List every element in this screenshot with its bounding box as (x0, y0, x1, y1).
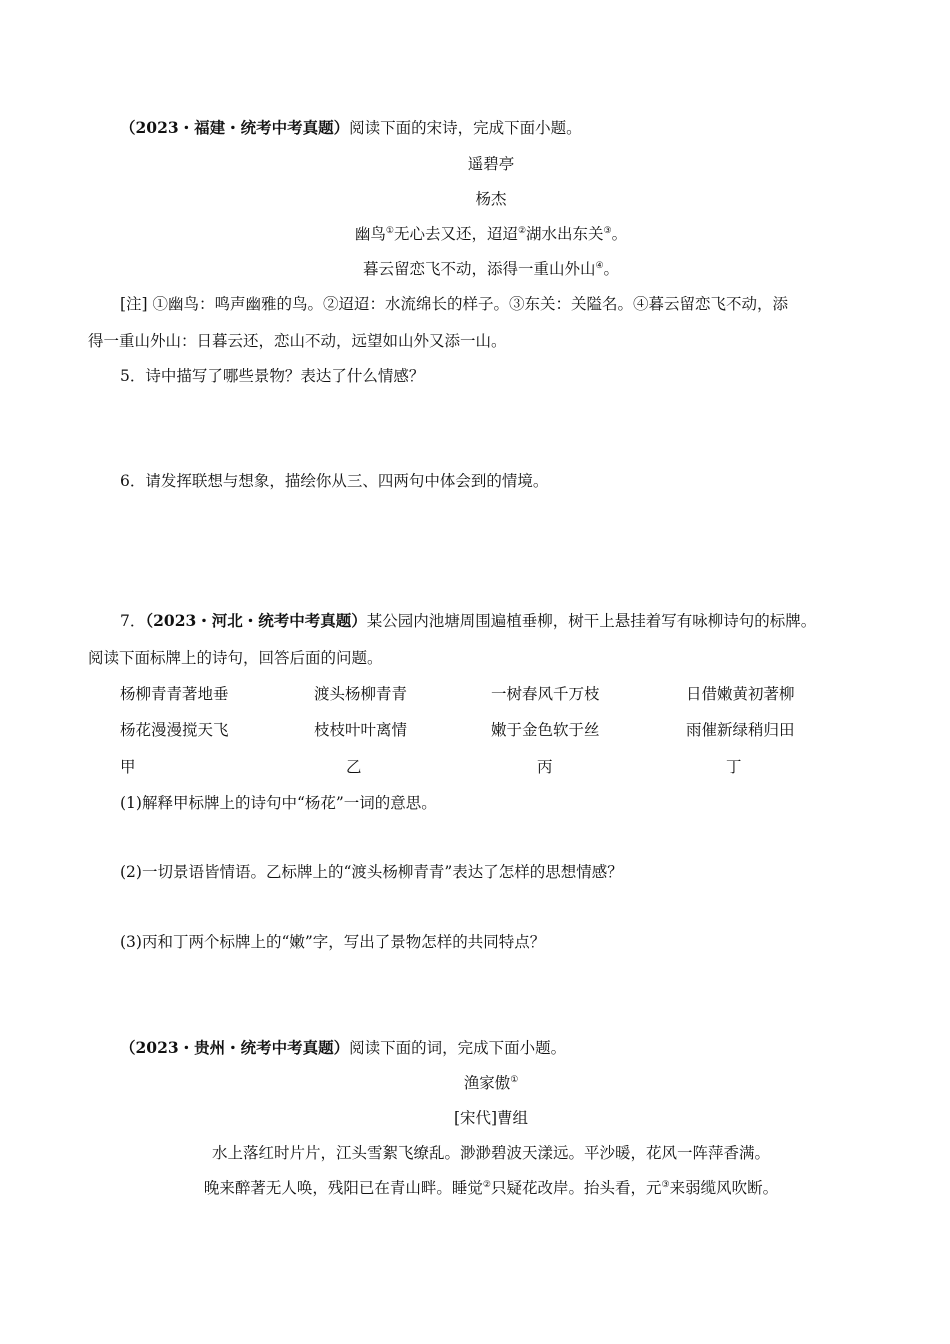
q3-header (120, 1038, 566, 1058)
q1-poem-author: 杨杰 (475, 190, 507, 208)
q1-note-ref-4: ④ (595, 260, 604, 271)
q1-line1-part-c: 湖水出东关 (526, 225, 604, 243)
q1-header (120, 118, 582, 138)
q1-poem-line1 (88, 224, 894, 244)
q3-note-ref-1: ① (510, 1074, 519, 1085)
q7-source: （2023・河北・统考中考真题） (145, 611, 367, 630)
sign-ding-label: 丁 (726, 758, 742, 776)
sign-ding-line1: 日借嫩黄初著柳 (686, 685, 795, 703)
q1-line1-part-b: 无心去又还，迢迢 (393, 225, 518, 243)
sign-ding-line2: 雨催新绿稍归田 (686, 721, 795, 739)
q3-poem-line1: 水上落红时片片，江头雪絮飞缭乱。渺渺碧波天漾远。平沙暖，花风一阵萍香满。 (211, 1144, 770, 1162)
q3-intro: 阅读下面的词，完成下面小题。 (349, 1039, 567, 1057)
q7-sub-question-1: (1)解释甲标牌上的诗句中“杨花”一词的意思。 (120, 794, 437, 812)
q1-note-line1: [注] ①幽鸟：鸣声幽雅的鸟。②迢迢：水流绵长的样子。③东关：关隘名。④暮云留恋飞不动，添 (120, 295, 789, 313)
q7-sub-question-3: (3)丙和丁两个标牌上的“嫩”字，写出了景物怎样的共同特点？ (120, 933, 546, 951)
q1-intro: 阅读下面的宋诗，完成下面小题。 (349, 119, 582, 137)
question-5: 5．诗中描写了哪些景物？表达了什么情感？ (120, 367, 425, 385)
q7-intro-line1: 某公园内池塘周围遍植垂柳，树干上悬挂着写有咏柳诗句的标牌。 (366, 612, 817, 630)
sign-jia-line1: 杨柳青青著地垂 (120, 685, 229, 703)
q3-line2-part-a: 晚来醉著无人唤，残阳已在青山畔。睡觉 (203, 1179, 483, 1197)
q3-source: （2023・贵州・统考中考真题） (120, 1038, 350, 1057)
q7-intro-line2: 阅读下面标牌上的诗句，回答后面的问题。 (88, 649, 383, 667)
sign-bing-label: 丙 (537, 758, 553, 776)
q1-line2-part-a: 暮云留恋飞不动，添得一重山外山 (362, 260, 596, 278)
sign-jia-label: 甲 (120, 758, 136, 776)
question-6: 6．请发挥联想与想象，描绘你从三、四两句中体会到的情境。 (120, 472, 549, 490)
q1-line1-part-d: 。 (611, 225, 628, 243)
q3-poem-title (88, 1073, 894, 1093)
sign-jia-line2: 杨花漫漫搅天飞 (120, 721, 229, 739)
q7-header (120, 611, 816, 631)
q3-line2-part-b: 只疑花改岸。抬头看，元 (490, 1179, 662, 1197)
q3-poem-author: [宋代]曹组 (453, 1109, 529, 1127)
q7-sub-question-2: (2)一切景语皆情语。乙标牌上的“渡头杨柳青青”表达了怎样的思想情感？ (120, 863, 623, 881)
q3-line2-part-c: 来弱缆风吹断。 (669, 1179, 779, 1197)
q3-title-text: 渔家傲 (463, 1074, 511, 1092)
q1-poem-title: 遥碧亭 (467, 155, 515, 173)
q1-line2-part-b: 。 (603, 260, 620, 278)
q1-note-ref-3: ③ (603, 225, 612, 236)
q3-note-ref-3: ③ (661, 1179, 670, 1190)
q1-line1-part-a: 幽鸟 (354, 225, 386, 243)
q1-note-ref-1: ① (385, 225, 394, 236)
sign-yi-line1: 渡头杨柳青青 (314, 685, 408, 703)
q7-number: 7． (120, 612, 146, 630)
q3-poem-line2 (88, 1178, 894, 1198)
sign-yi-line2: 枝枝叶叶离情 (314, 721, 408, 739)
q1-note-ref-2: ② (517, 225, 527, 236)
sign-bing-line1: 一树春风千万枝 (491, 685, 600, 703)
sign-bing-line2: 嫩于金色软于丝 (491, 721, 600, 739)
q1-source: （2023・福建・统考中考真题） (120, 118, 350, 137)
q1-note-line2: 得一重山外山：日暮云还，恋山不动，远望如山外又添一山。 (88, 332, 507, 350)
sign-yi-label: 乙 (346, 758, 362, 776)
q1-poem-line2 (88, 259, 894, 279)
q3-note-ref-2: ② (482, 1179, 491, 1190)
